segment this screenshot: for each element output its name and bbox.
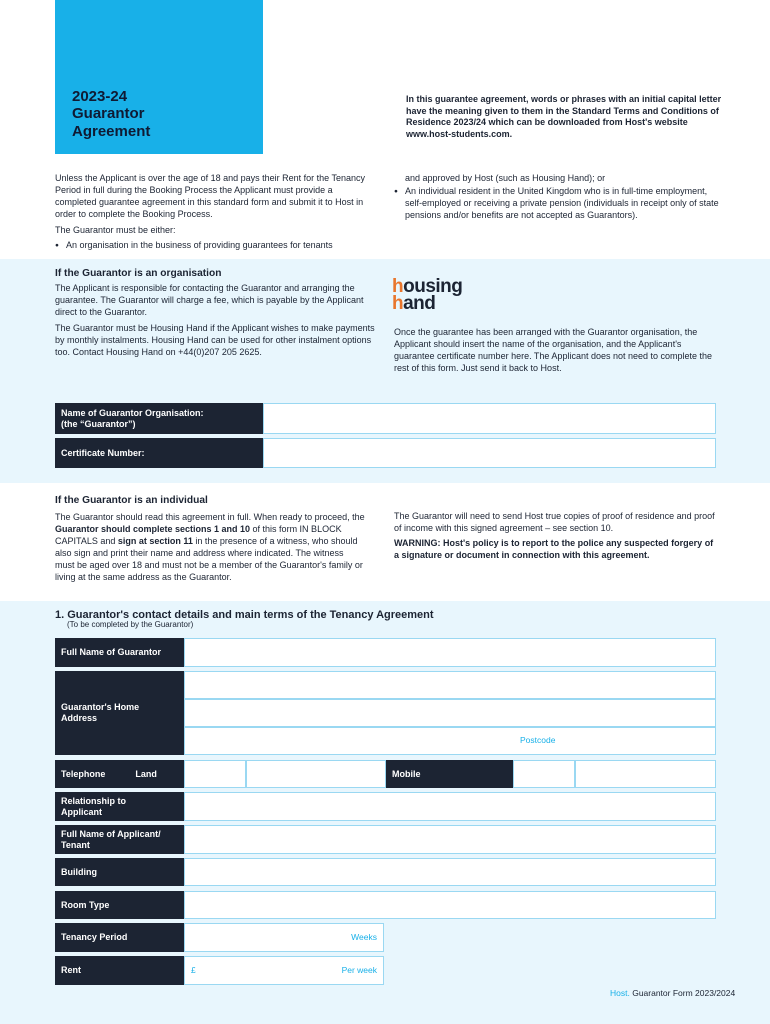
mobile-number-input[interactable] <box>575 760 716 788</box>
individual-paragraph: The Guarantor should read this agreement in full. When ready to proceed, the Guarantor should complete sections 1 and 10 of this form IN BLOCK CAPITALS and sign at section 11 in the presence of a witness, who should also sign and print their name and address where indicated. The witness must be aged over 18 and must not be a member of the Guarantor's family or living at the same address as the Guarantor. <box>55 512 365 582</box>
landline-code-input[interactable] <box>184 760 246 788</box>
bullet-individual: ● An individual resident in the United Kingdom who is in full-time employment, self-employed or receiving a private pension (individuals in receipt only of state pensions and/or benefits are not accepted as Guarantors). <box>394 186 719 222</box>
address-label: Guarantor's Home Address <box>55 671 184 755</box>
mobile-label: Mobile <box>386 760 513 788</box>
currency-symbol: £ <box>191 964 196 975</box>
room-type-input[interactable] <box>184 891 716 919</box>
room-type-label: Room Type <box>55 891 184 919</box>
individual-left <box>55 494 365 584</box>
mobile-code-input[interactable] <box>513 760 575 788</box>
tenancy-period-input[interactable] <box>184 923 384 952</box>
address-postcode-input[interactable] <box>184 727 716 755</box>
applicant-name-label: Full Name of Applicant/ Tenant <box>55 825 184 854</box>
org-name-input[interactable] <box>263 403 716 434</box>
relationship-label: Relationship to Applicant <box>55 792 184 821</box>
title-line2: Agreement <box>72 122 151 140</box>
full-name-input[interactable] <box>184 638 716 667</box>
title-block <box>55 0 263 154</box>
bullet-organisation: ● An organisation in the business of providing guarantees for tenants <box>55 240 370 252</box>
organisation-heading: If the Guarantor is an organisation <box>55 268 222 279</box>
organisation-left <box>55 267 375 359</box>
title-line1: Guarantor <box>72 105 145 123</box>
building-label: Building <box>55 858 184 886</box>
landline-number-input[interactable] <box>246 760 386 788</box>
rent-input[interactable] <box>184 956 384 985</box>
housing-hand-logo <box>392 278 502 318</box>
applicant-name-input[interactable] <box>184 825 716 854</box>
section-1-heading: 1. Guarantor's contact details and main terms of the Tenancy Agreement <box>55 609 434 621</box>
section-1-subheading: (To be completed by the Guarantor) <box>67 620 194 629</box>
proof-note: The Guarantor will need to send Host true copies of proof of residence and proof of income with this signed agreement – see section 10. <box>394 511 715 533</box>
guarantor-must-be: The Guarantor must be either: <box>55 224 176 235</box>
footer <box>610 988 735 999</box>
full-name-label: Full Name of Guarantor <box>55 638 184 667</box>
address-line-1-input[interactable] <box>184 671 716 699</box>
per-week-hint: Per week <box>341 964 377 975</box>
organisation-paragraph-1: The Applicant is responsible for contacting the Guarantor and arranging the guarantee. The Guarantor will charge a fee, which is payable by the Applicant direct to the Guarantor. <box>55 283 364 318</box>
rent-label: Rent <box>55 956 184 985</box>
logo-line2: hand <box>392 293 436 314</box>
logo-line1: housing <box>392 276 463 297</box>
postcode-hint: Postcode <box>520 735 556 746</box>
org-name-label: Name of Guarantor Organisation: (the “Guarantor”) <box>55 403 263 434</box>
intro-paragraph: Unless the Applicant is over the age of 18 and pays their Rent for the Tenancy Period in full during the Booking Process the Applicant must provide a completed guarantee agreement in this standard form and submit it to Host in order to complete the Booking Process. <box>55 173 366 219</box>
title-year: 2023-24 <box>72 88 128 105</box>
weeks-hint: Weeks <box>351 931 377 942</box>
definitions-note: In this guarantee agreement, words or phrases with an initial capital letter have the meaning given to them in the Standard Terms and Conditions of Residence 2023/24 which can be downloaded from Host's website www.host-students.com. <box>406 94 722 140</box>
individual-right <box>394 511 719 562</box>
organisation-paragraph-2: The Guarantor must be Housing Hand if the Applicant wishes to make payments by monthly instalments. Housing Hand can be used for other instalment options too. Contact Housing Hand on +44(0)207 205 2625. <box>55 323 375 357</box>
intro-left-column <box>55 173 370 252</box>
address-line-2-input[interactable] <box>184 699 716 727</box>
organisation-right-note: Once the guarantee has been arranged with the Guarantor organisation, the Applicant should insert the name of the organisation, and the Applicant's guarantee certificate number here. The Applicant does not need to complete the rest of this form. Just send it back to Host. <box>394 327 713 373</box>
certificate-label: Certificate Number: <box>55 438 263 468</box>
footer-text: Guarantor Form 2023/2024 <box>629 988 736 998</box>
intro-right-column <box>394 173 719 222</box>
building-input[interactable] <box>184 858 716 886</box>
footer-brand: Host. <box>610 988 630 998</box>
warning-note: WARNING: Host's policy is to report to the police any suspected forgery of a signature or document in connection with this agreement. <box>394 537 714 560</box>
tenancy-period-label: Tenancy Period <box>55 923 184 952</box>
individual-heading: If the Guarantor is an individual <box>55 495 208 506</box>
relationship-input[interactable] <box>184 792 716 821</box>
telephone-label: Telephone Land <box>55 760 184 788</box>
bullet-continuation: and approved by Host (such as Housing Hand); or <box>405 173 606 183</box>
certificate-input[interactable] <box>263 438 716 468</box>
